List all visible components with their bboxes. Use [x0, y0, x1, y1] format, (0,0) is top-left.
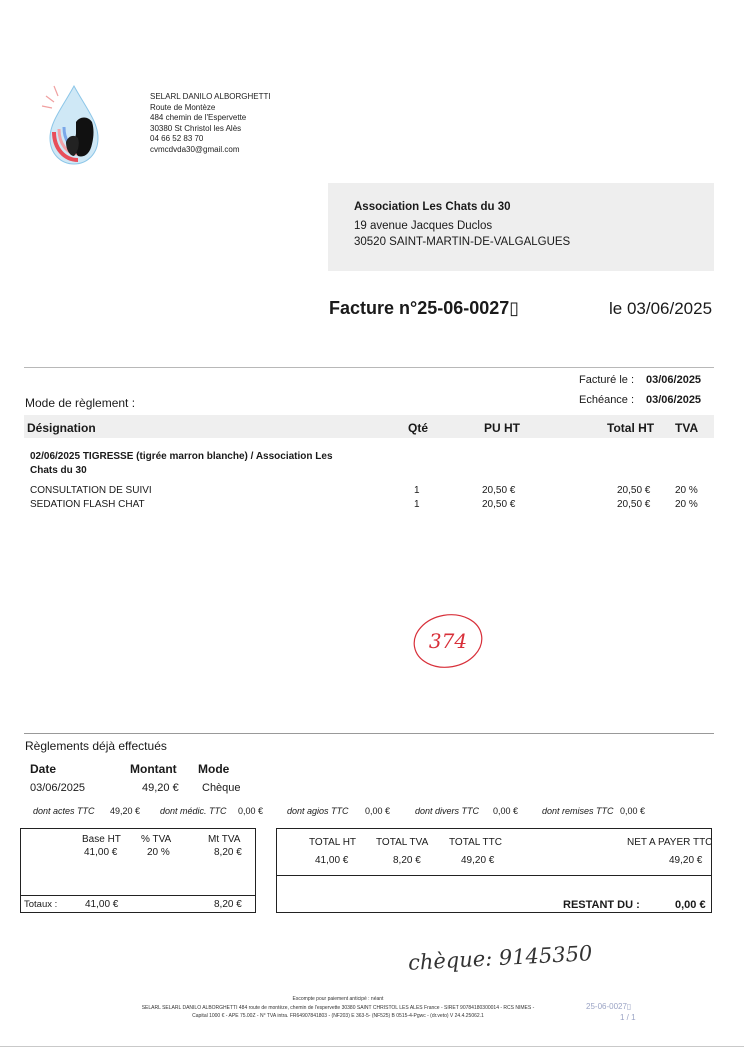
pay-col-mode: Mode — [198, 762, 230, 776]
breakdown-remises-label: dont remises TTC — [542, 806, 614, 816]
col-designation: Désignation — [27, 421, 96, 435]
vat-pct: 20 % — [147, 847, 170, 858]
breakdown-actes-label: dont actes TTC — [33, 806, 95, 816]
row-tva: 20 % — [675, 499, 698, 510]
net-label: NET A PAYER TTC — [627, 837, 713, 848]
billed-date: 03/06/2025 — [646, 374, 702, 386]
vat-base-label: Base HT — [82, 834, 121, 845]
totals-box — [276, 828, 712, 913]
client-address-box — [328, 183, 714, 271]
vat-base: 41,00 € — [84, 847, 118, 858]
vet-city: 30380 St Christol les Alès — [150, 123, 242, 133]
breakdown-divers: 0,00 € — [493, 806, 519, 816]
rest-amount: 0,00 € — [675, 899, 706, 911]
invoice-date: le 03/06/2025 — [609, 299, 713, 318]
clinic-logo — [40, 82, 106, 166]
vat-totals-label: Totaux : — [24, 899, 58, 910]
footer-page: 1 / 1 — [620, 1013, 636, 1022]
pay-date: 03/06/2025 — [30, 782, 86, 794]
total-ttc: 49,20 € — [461, 855, 495, 866]
divider — [0, 1046, 744, 1047]
pay-amount: 49,20 € — [142, 782, 179, 794]
row-total: 20,50 € — [617, 499, 651, 510]
handwritten-stamp — [412, 612, 484, 670]
vet-name: SELARL DANILO ALBORGHETTI — [150, 92, 271, 101]
rest-label: RESTANT DU : — [563, 899, 640, 911]
client-address: 19 avenue Jacques Duclos — [354, 220, 493, 232]
vet-address1: Route de Montèze — [150, 102, 216, 112]
row-pu: 20,50 € — [482, 485, 516, 496]
col-total: Total HT — [607, 421, 655, 435]
row-pu: 20,50 € — [482, 499, 516, 510]
vat-pct-label: % TVA — [141, 834, 172, 845]
row-label: SEDATION FLASH CHAT — [30, 499, 145, 510]
pay-col-date: Date — [30, 762, 57, 776]
vet-address-block — [150, 92, 271, 155]
payment-mode-label: Mode de règlement : — [25, 396, 136, 410]
group-title-1: 02/06/2025 TIGRESSE (tigrée marron blanche) / Association Les — [30, 451, 333, 462]
divider — [24, 367, 714, 368]
vat-totals-base: 41,00 € — [85, 899, 119, 910]
divider — [21, 895, 255, 896]
vet-phone: 04 66 52 83 70 — [150, 134, 204, 143]
footer-line1: Escompte pour paiement anticipé : néant — [292, 996, 384, 1002]
client-city: 30520 SAINT-MARTIN-DE-VALGALGUES — [354, 236, 571, 248]
due-date: 03/06/2025 — [646, 394, 702, 406]
row-label: CONSULTATION DE SUIVI — [30, 485, 152, 496]
total-tva: 8,20 € — [393, 855, 421, 866]
vet-address2: 484 chemin de l'Espervette — [150, 113, 247, 122]
stamp-number: 374 — [428, 629, 468, 653]
payments-title: Règlements déjà effectués — [25, 739, 167, 753]
pay-mode: Chèque — [202, 782, 241, 794]
breakdown-medic: 0,00 € — [238, 806, 264, 816]
divider — [277, 875, 711, 876]
col-pu: PU HT — [484, 421, 520, 435]
vat-mt-label: Mt TVA — [208, 834, 241, 845]
breakdown-actes: 49,20 € — [110, 806, 141, 816]
total-ht-label: TOTAL HT — [309, 837, 357, 848]
net-amount: 49,20 € — [669, 855, 703, 866]
row-tva: 20 % — [675, 485, 698, 496]
breakdown-divers-label: dont divers TTC — [415, 806, 480, 816]
row-qty: 1 — [414, 485, 420, 496]
footer-ref: 25-06-0027▯ — [586, 1002, 632, 1011]
pay-col-amount: Montant — [130, 762, 177, 776]
row-qty: 1 — [414, 499, 420, 510]
breakdown-agios: 0,00 € — [365, 806, 391, 816]
billed-label: Facturé le : — [579, 374, 635, 386]
row-total: 20,50 € — [617, 485, 651, 496]
total-tva-label: TOTAL TVA — [376, 837, 429, 848]
client-name: Association Les Chats du 30 — [354, 201, 511, 213]
invoice-title: Facture n°25-06-0027▯ — [329, 298, 520, 318]
divider — [24, 733, 714, 734]
vat-totals-mt: 8,20 € — [214, 899, 242, 910]
handwritten-cheque-note: chèque: 9145350 — [407, 941, 593, 975]
due-label: Echéance : — [579, 394, 635, 406]
footer-line3: Capital 1000 € - APE 75.00Z - N° TVA intra. FR64907841803 - (NF203) E 363-5- (NF525) B 0515-4-Pgwc - (dr.veto) V 24.4.25062.1 — [192, 1013, 484, 1019]
breakdown-medic-label: dont médic. TTC — [160, 806, 227, 816]
footer-line2: SELARL SELARL DANILO ALBORGHETTI 484 route de montèze, chemin de l'espervette 30380 SAINT CHRISTOL LES ALES France - SIRET 90784180300014 - RCS NIMES - — [141, 1005, 535, 1011]
group-title-2: Chats du 30 — [30, 465, 87, 476]
breakdown-agios-label: dont agios TTC — [287, 806, 349, 816]
total-ht: 41,00 € — [315, 855, 349, 866]
vat-mt: 8,20 € — [214, 847, 242, 858]
breakdown-remises: 0,00 € — [620, 806, 646, 816]
col-qty: Qté — [408, 421, 429, 435]
total-ttc-label: TOTAL TTC — [449, 837, 502, 848]
col-tva: TVA — [675, 421, 699, 435]
vet-email: cvmcdvda30@gmail.com — [150, 144, 240, 154]
vat-summary-box — [20, 828, 256, 913]
